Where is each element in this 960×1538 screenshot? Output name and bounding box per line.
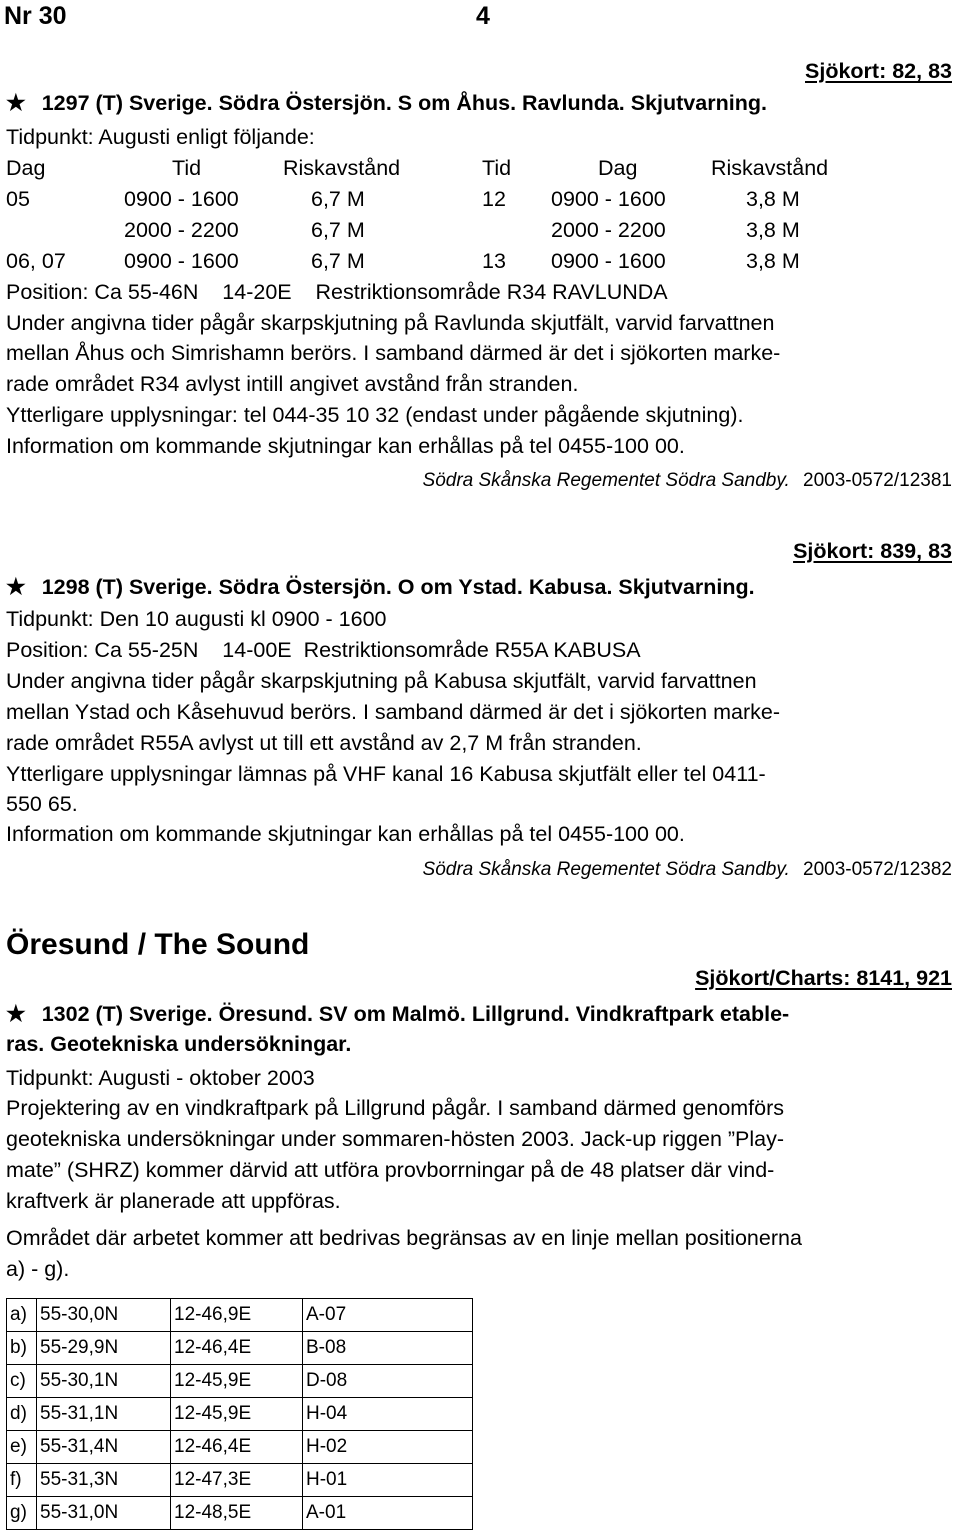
- schedule-cell: 0900 - 1600: [124, 187, 239, 211]
- schedule-header-cell: Dag: [598, 156, 638, 180]
- notice-body-line: Position: Ca 55-25N 14-00E Restriktionsområde R55A KABUSA: [6, 638, 641, 662]
- table-row: [7, 1299, 473, 1332]
- table-row: [7, 1431, 473, 1464]
- table-cell: A-07: [303, 1299, 473, 1332]
- time-intro: Tidpunkt: Augusti enligt följande:: [6, 125, 315, 149]
- schedule-cell: 6,7 M: [311, 187, 365, 211]
- table-cell: f): [7, 1464, 37, 1497]
- notice-signature: [423, 859, 952, 881]
- notice-reference: 2003-0572/12381: [803, 470, 952, 491]
- table-cell: 55-31,3N: [37, 1464, 171, 1497]
- table-row: [7, 1464, 473, 1497]
- notice-body-line: Information om kommande skjutningar kan erhållas på tel 0455-100 00.: [6, 822, 685, 846]
- table-cell: 12-45,9E: [171, 1398, 303, 1431]
- notice-reference: 2003-0572/12382: [803, 859, 952, 880]
- notice-title-text: 1302 (T) Sverige. Öresund. SV om Malmö. Lillgrund. Vindkraftpark etable-: [41, 1002, 790, 1026]
- star-icon: ★: [6, 1001, 26, 1026]
- table-cell: A-01: [303, 1497, 473, 1530]
- table-cell: B-08: [303, 1332, 473, 1365]
- table-cell: g): [7, 1497, 37, 1530]
- schedule-cell: 2000 - 2200: [124, 218, 239, 242]
- table-cell: 55-31,1N: [37, 1398, 171, 1431]
- star-icon: ★: [6, 574, 26, 599]
- table-cell: 55-30,1N: [37, 1365, 171, 1398]
- signature-text: Södra Skånska Regementet Södra Sandby.: [422, 859, 790, 880]
- schedule-header-cell: Dag: [6, 156, 46, 180]
- notice-title-1297: [6, 90, 767, 116]
- table-cell: 55-30,0N: [37, 1299, 171, 1332]
- signature-text: Södra Skånska Regementet Södra Sandby.: [422, 470, 790, 491]
- page-issue-number: Nr 30: [4, 2, 67, 30]
- schedule-cell: 3,8 M: [746, 218, 800, 242]
- schedule-cell: 06, 07: [6, 249, 66, 273]
- schedule-cell: 12: [482, 187, 506, 211]
- table-cell: c): [7, 1365, 37, 1398]
- notice-body-line: Området där arbetet kommer att bedrivas begränsas av en linje mellan positionerna: [6, 1226, 802, 1250]
- schedule-header-cell: Tid: [482, 156, 512, 180]
- star-icon: ★: [6, 90, 26, 115]
- notice-body-line: Tidpunkt: Augusti - oktober 2003: [6, 1066, 315, 1090]
- schedule-cell: 6,7 M: [311, 249, 365, 273]
- table-cell: H-01: [303, 1464, 473, 1497]
- notice-body-line: rade området R34 avlyst intill angivet avstånd från stranden.: [6, 372, 579, 396]
- notice-body-line: 550 65.: [6, 792, 78, 816]
- notice-body-line: mate” (SHRZ) kommer därvid att utföra provborrningar på de 48 platser där vind-: [6, 1158, 775, 1182]
- page-number: 4: [476, 2, 490, 30]
- schedule-header-cell: Tid: [172, 156, 202, 180]
- notice-title-text: 1297 (T) Sverige. Södra Östersjön. S om Åhus. Ravlunda. Skjutvarning.: [41, 91, 767, 115]
- notice-title-1298: [6, 574, 755, 600]
- schedule-cell: 13: [482, 249, 506, 273]
- table-cell: d): [7, 1398, 37, 1431]
- notice-body-line: a) - g).: [6, 1257, 70, 1281]
- notice-body-line: kraftverk är planerade att uppföras.: [6, 1189, 341, 1213]
- table-row: [7, 1497, 473, 1530]
- schedule-cell: 0900 - 1600: [551, 187, 666, 211]
- table-cell: 12-46,4E: [171, 1332, 303, 1365]
- table-cell: 12-46,4E: [171, 1431, 303, 1464]
- notice-signature: [423, 470, 952, 492]
- notice-body-line: mellan Ystad och Kåsehuvud berörs. I samband därmed är det i sjökorten marke-: [6, 700, 780, 724]
- table-cell: H-02: [303, 1431, 473, 1464]
- notice-body-line: Ytterligare upplysningar: tel 044-35 10 32 (endast under pågående skjutning).: [6, 403, 744, 427]
- schedule-cell: 2000 - 2200: [551, 218, 666, 242]
- table-cell: 12-45,9E: [171, 1365, 303, 1398]
- schedule-cell: 3,8 M: [746, 187, 800, 211]
- schedule-header-cell: Riskavstånd: [283, 156, 401, 180]
- schedule-cell: 6,7 M: [311, 218, 365, 242]
- notice-body-line: Tidpunkt: Den 10 augusti kl 0900 - 1600: [6, 607, 387, 631]
- positions-table: [6, 1298, 473, 1530]
- table-cell: 55-31,4N: [37, 1431, 171, 1464]
- notice-title-1302: [6, 1001, 789, 1027]
- schedule-cell: 05: [6, 187, 30, 211]
- table-cell: 55-31,0N: [37, 1497, 171, 1530]
- table-row: [7, 1332, 473, 1365]
- notice-body-line: Projektering av en vindkraftpark på Lillgrund pågår. I samband därmed genomförs: [6, 1096, 785, 1120]
- table-cell: a): [7, 1299, 37, 1332]
- table-cell: D-08: [303, 1365, 473, 1398]
- notice-body-line: rade området R55A avlyst ut till ett avstånd av 2,7 M från stranden.: [6, 731, 642, 755]
- schedule-cell: 3,8 M: [746, 249, 800, 273]
- chart-reference: Sjökort: 82, 83: [805, 59, 952, 83]
- table-cell: 12-46,9E: [171, 1299, 303, 1332]
- schedule-header-cell: Riskavstånd: [711, 156, 829, 180]
- schedule-cell: 0900 - 1600: [551, 249, 666, 273]
- table-cell: H-04: [303, 1398, 473, 1431]
- notice-title-text: 1298 (T) Sverige. Södra Östersjön. O om Ystad. Kabusa. Skjutvarning.: [41, 575, 755, 599]
- notice-body-line: geotekniska undersökningar under sommaren-hösten 2003. Jack-up riggen ”Play-: [6, 1127, 785, 1151]
- section-heading: Öresund / The Sound: [6, 928, 310, 961]
- chart-reference: Sjökort: 839, 83: [793, 539, 952, 563]
- table-cell: 55-29,9N: [37, 1332, 171, 1365]
- table-cell: 12-48,5E: [171, 1497, 303, 1530]
- notice-body-line: Information om kommande skjutningar kan erhållas på tel 0455-100 00.: [6, 434, 685, 458]
- notice-body-line: Under angivna tider pågår skarpskjutning på Ravlunda skjutfält, varvid farvattnen: [6, 311, 775, 335]
- notice-body-line: Position: Ca 55-46N 14-20E Restriktionsområde R34 RAVLUNDA: [6, 280, 668, 304]
- notice-body-line: Ytterligare upplysningar lämnas på VHF kanal 16 Kabusa skjutfält eller tel 0411-: [6, 762, 766, 786]
- notice-title-continuation: ras. Geotekniska undersökningar.: [6, 1032, 352, 1056]
- chart-reference: Sjökort/Charts: 8141, 921: [695, 966, 952, 990]
- notice-body-line: Under angivna tider pågår skarpskjutning på Kabusa skjutfält, varvid farvattnen: [6, 669, 757, 693]
- table-row: [7, 1398, 473, 1431]
- table-cell: 12-47,3E: [171, 1464, 303, 1497]
- notice-body-line: mellan Åhus och Simrishamn berörs. I samband därmed är det i sjökorten marke-: [6, 341, 781, 365]
- table-row: [7, 1365, 473, 1398]
- schedule-cell: 0900 - 1600: [124, 249, 239, 273]
- table-cell: b): [7, 1332, 37, 1365]
- table-cell: e): [7, 1431, 37, 1464]
